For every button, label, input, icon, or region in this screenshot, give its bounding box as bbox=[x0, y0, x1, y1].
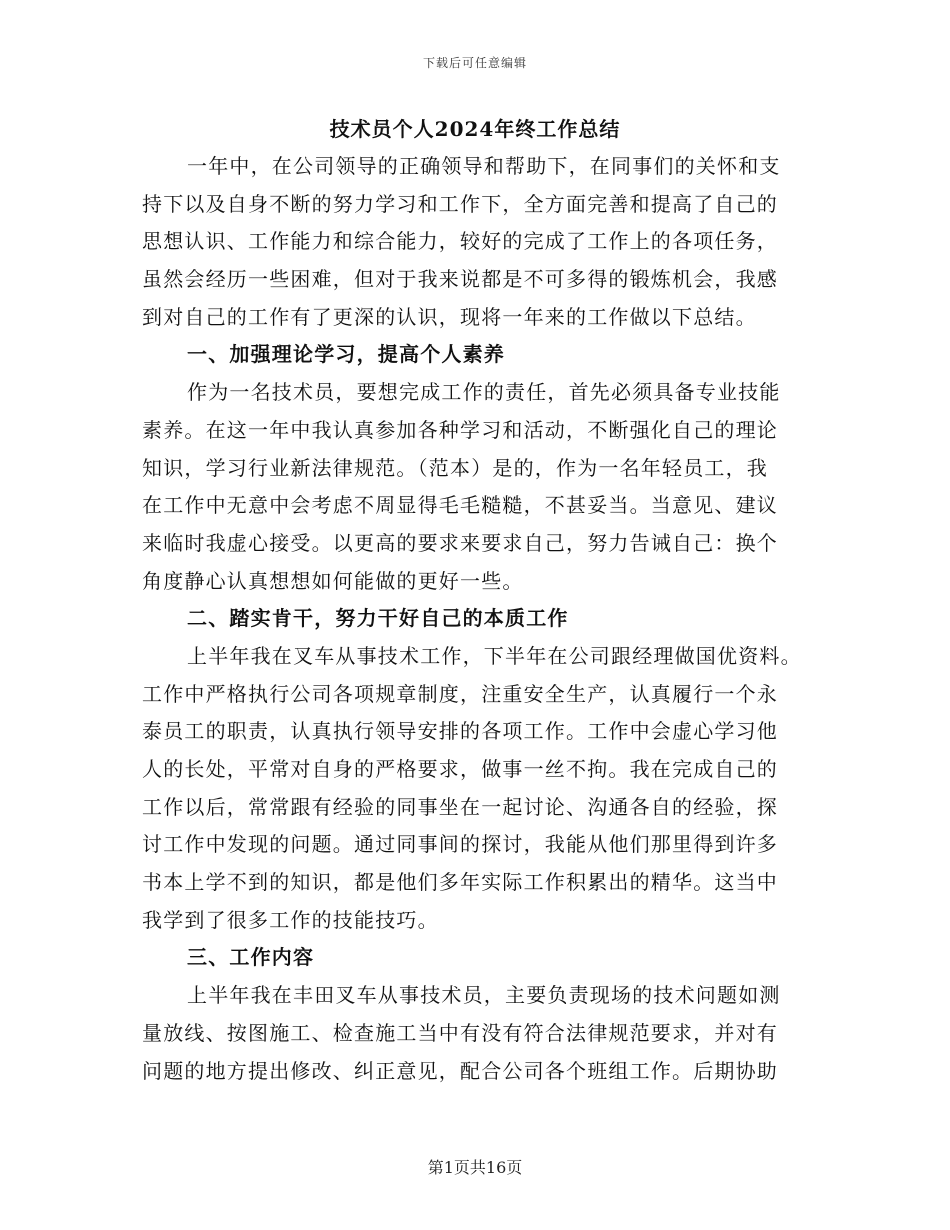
paragraph-line: 作为一名技术员，要想完成工作的责任，首先必须具备专业技能 bbox=[187, 380, 781, 405]
paragraph-line: 持下以及自身不断的努力学习和工作下，全方面完善和提高了自己的 bbox=[142, 191, 778, 216]
paragraph-line: 上半年我在叉车从事技术工作，下半年在公司跟经理做国优资料。 bbox=[187, 643, 802, 668]
paragraph-line: 讨工作中发现的问题。通过同事间的探讨，我能从他们那里得到许多 bbox=[142, 832, 778, 857]
document-body bbox=[142, 148, 822, 1090]
paragraph-line: 在工作中无意中会考虑不周显得毛毛糙糙，不甚妥当。当意见、建议 bbox=[142, 493, 778, 518]
paragraph-line: 虽然会经历一些困难，但对于我来说都是不可多得的锻炼机会，我感 bbox=[142, 267, 778, 292]
paragraph-line: 人的长处，平常对自身的严格要求，做事一丝不拘。我在完成自己的 bbox=[142, 757, 778, 781]
paragraph-line: 一年中，在公司领导的正确领导和帮助下，在同事们的关怀和支 bbox=[187, 154, 781, 178]
paragraph-line: 工作以后，常常跟有经验的同事坐在一起讨论、沟通各自的经验，探 bbox=[142, 794, 778, 819]
paragraph-line: 素养。在这一年中我认真参加各种学习和活动，不断强化自己的理论 bbox=[142, 417, 778, 442]
paragraph-line: 上半年我在丰田叉车从事技术员，主要负责现场的技术问题如测 bbox=[187, 983, 781, 1008]
paragraph-line: 泰员工的职责，认真执行领导安排的各项工作。工作中会虚心学习他 bbox=[142, 719, 778, 744]
paragraph-line: 问题的地方提出修改、纠正意见，配合公司各个班组工作。后期协助 bbox=[142, 1058, 778, 1083]
paragraph-line: 我学到了很多工作的技能技巧。 bbox=[142, 907, 439, 932]
paragraph-line: 量放线、按图施工、检查施工当中有没有符合法律规范要求，并对有 bbox=[142, 1020, 778, 1045]
paragraph-line: 思想认识、工作能力和综合能力，较好的完成了工作上的各项任务， bbox=[142, 229, 778, 254]
paragraph-line: 书本上学不到的知识，都是他们多年实际工作积累出的精华。这当中 bbox=[142, 870, 778, 895]
paragraph-line: 知识，学习行业新法律规范。（范本）是的，作为一名年轻员工，我 bbox=[142, 455, 768, 480]
paragraph-line: 工作中严格执行公司各项规章制度，注重安全生产，认真履行一个永 bbox=[142, 681, 778, 706]
document-title: 技术员个人2024年终工作总结 bbox=[329, 117, 621, 141]
section-heading: 二、踏实肯干，努力干好自己的本质工作 bbox=[187, 606, 569, 631]
page-header: 下载后可任意编辑 bbox=[422, 56, 527, 70]
paragraph-line: 到对自己的工作有了更深的认识，现将一年来的工作做以下总结。 bbox=[142, 304, 757, 329]
paragraph-line: 角度静心认真想想如何能做的更好一些。 bbox=[142, 568, 524, 593]
section-heading: 三、工作内容 bbox=[187, 945, 315, 970]
section-heading: 一、加强理论学习，提高个人素养 bbox=[187, 342, 505, 367]
page-number: 第1页共16页 bbox=[427, 1158, 523, 1177]
paragraph-line: 来临时我虚心接受。以更高的要求来要求自己，努力告诫自己：换个 bbox=[142, 530, 778, 555]
